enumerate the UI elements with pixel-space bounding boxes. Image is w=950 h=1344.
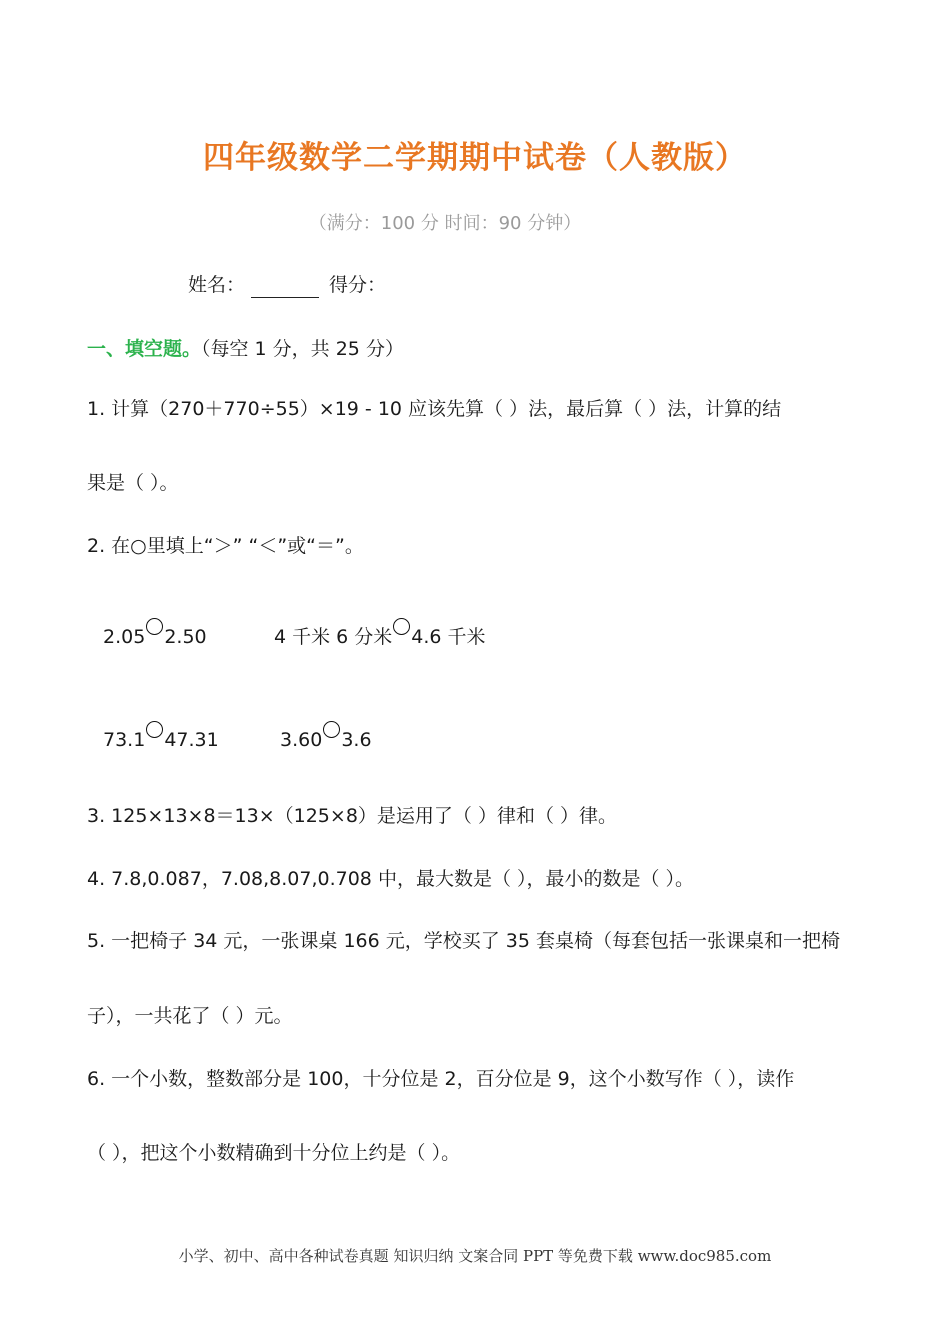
circle-icon[interactable]: [323, 721, 340, 738]
compare-right: 47.31: [164, 729, 219, 751]
question-4: 4. 7.8,0.087，7.08,8.07,0.708 中，最大数是（ ），最小的数是（ ）。: [87, 868, 695, 890]
question-5-line-2: 子），一共花了（ ）元。: [87, 1005, 293, 1027]
compare-left: 3.60: [280, 729, 323, 751]
question-2-prompt: 2. 在○里填上“＞” “＜”或“＝”。: [87, 535, 364, 557]
circle-icon[interactable]: [146, 618, 163, 635]
compare-left: 4 千米 6 分米: [274, 626, 393, 648]
section-title: 一、填空题。: [87, 338, 202, 360]
score-label: 得分：: [329, 274, 387, 296]
compare-item: [280, 721, 372, 753]
circle-icon[interactable]: [146, 721, 163, 738]
compare-left: 73.1: [103, 729, 146, 751]
section-heading: [87, 334, 404, 361]
exam-info: （满分：100 分 时间：90 分钟）: [308, 213, 582, 234]
question-6-line-1: 6. 一个小数，整数部分是 100，十分位是 2，百分位是 9，这个小数写作（ ），读作: [87, 1068, 795, 1090]
compare-right: 2.50: [164, 626, 207, 648]
compare-item: [103, 618, 207, 650]
name-label: 姓名：: [188, 274, 246, 296]
circle-icon[interactable]: [393, 618, 410, 635]
question-6-line-2: （ ），把这个小数精确到十分位上约是（ ）。: [87, 1142, 461, 1164]
compare-right: 3.6: [341, 729, 372, 751]
question-1-line-1: 1. 计算（270＋770÷55）×19 - 10 应该先算（ ）法，最后算（ ）法，计算的结: [87, 398, 782, 420]
footer-text: 小学、初中、高中各种试卷真题 知识归纳 文案合同 PPT 等免费下载 www.doc985.com: [178, 1247, 772, 1265]
question-5-line-1: 5. 一把椅子 34 元，一张课桌 166 元，学校买了 35 套桌椅（每套包括一张课桌和一把椅: [87, 930, 841, 952]
question-3: 3. 125×13×8＝13×（125×8）是运用了（ ）律和（ ）律。: [87, 805, 617, 827]
name-blank[interactable]: [251, 277, 319, 298]
question-1-line-2: 果是（ ）。: [87, 472, 179, 494]
compare-item: [274, 618, 486, 650]
section-note: （每空 1 分，共 25 分）: [201, 338, 404, 360]
page-title: 四年级数学二学期期中试卷（人教版）: [203, 140, 747, 176]
compare-item: [103, 721, 219, 753]
compare-left: 2.05: [103, 626, 146, 648]
compare-right: 4.6 千米: [411, 626, 486, 648]
student-info-row: [188, 272, 386, 298]
